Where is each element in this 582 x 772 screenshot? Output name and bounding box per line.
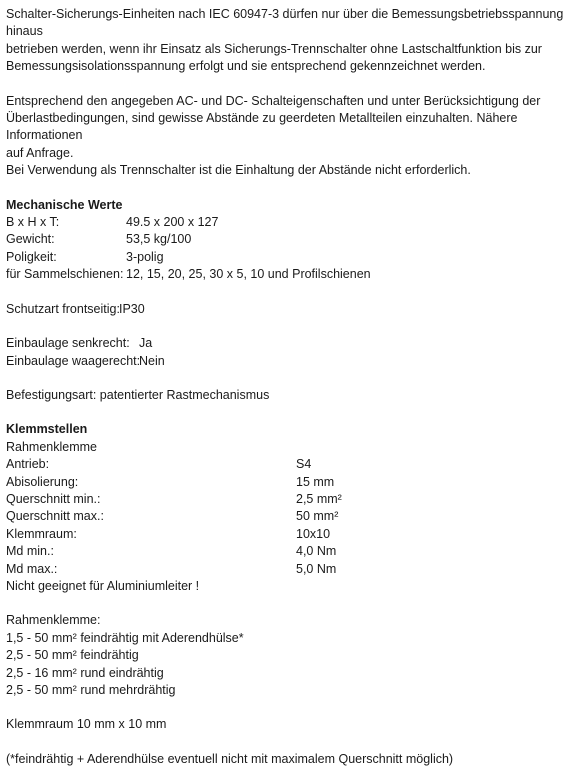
mechanical-heading: Mechanische Werte bbox=[6, 197, 123, 212]
terminal-value: 5,0 Nm bbox=[296, 561, 337, 576]
spec-value: 12, 15, 20, 25, 30 x 5, 10 und Profilschienen bbox=[126, 267, 371, 282]
spec-value: 53,5 kg/100 bbox=[126, 232, 192, 247]
terminal-label: Klemmraum: bbox=[6, 526, 77, 541]
fastening-text: Befestigungsart: patentierter Rastmechanismus bbox=[6, 387, 270, 402]
frame-clamp-heading: Rahmenklemme: bbox=[6, 613, 101, 628]
frame-clamp-line: 2,5 - 50 mm² rund mehrdrähtig bbox=[6, 683, 176, 697]
intro-line: auf Anfrage. bbox=[6, 145, 74, 160]
intro-line: Schalter-Sicherungs-Einheiten nach IEC 60947-3 dürfen nur über die Bemessungsbetriebsspannung hinaus bbox=[6, 7, 564, 39]
terminal-row bbox=[6, 561, 576, 578]
terminal-label: Md min.: bbox=[6, 544, 54, 559]
intro-line: betrieben werden, wenn ihr Einsatz als Sicherungs-Trennschalter ohne Lastschaltfunktion bis zur bbox=[6, 41, 542, 56]
intro-line: Überlastbedingungen, sind gewisse Abstände zu geerdeten Metallteilen einzuhalten. Nähere Informationen bbox=[6, 111, 518, 143]
intro-line: Entsprechend den angegeben AC- und DC- Schalteigenschaften und unter Berücksichtigung der bbox=[6, 93, 541, 108]
frame-clamp-line: 1,5 - 50 mm² feindrähtig mit Aderendhülse* bbox=[6, 630, 244, 645]
protection-label: Schutzart frontseitig: bbox=[6, 301, 120, 316]
mounting-value: Ja bbox=[139, 336, 153, 351]
spec-value: 49.5 x 200 x 127 bbox=[126, 215, 219, 230]
spec-label: B x H x T: bbox=[6, 215, 60, 230]
terminal-label: Querschnitt min.: bbox=[6, 491, 101, 506]
terminals-note: Nicht geeignet für Aluminiumleiter ! bbox=[6, 578, 200, 593]
terminal-row bbox=[6, 543, 576, 560]
mounting-row bbox=[6, 353, 576, 370]
terminal-row bbox=[6, 474, 576, 491]
terminals-heading: Klemmstellen bbox=[6, 422, 88, 437]
mounting-value: Nein bbox=[139, 353, 165, 368]
terminal-label: Querschnitt max.: bbox=[6, 509, 104, 524]
intro-line: Bemessungsisolationsspannung erfolgt und sie entsprechend gekennzeichnet werden. bbox=[6, 59, 486, 74]
mounting-label: Einbaulage senkrecht: bbox=[6, 336, 130, 351]
terminal-row bbox=[6, 508, 576, 525]
terminal-row bbox=[6, 526, 576, 543]
frame-clamp-line: 2,5 - 50 mm² feindrähtig bbox=[6, 648, 139, 663]
terminal-value: S4 bbox=[296, 457, 312, 472]
mounting-row bbox=[6, 335, 576, 352]
terminal-label: Antrieb: bbox=[6, 457, 50, 472]
terminals-subheading: Rahmenklemme bbox=[6, 439, 98, 454]
terminal-row bbox=[6, 456, 576, 473]
spec-row bbox=[6, 231, 576, 248]
frame-clamp-line: 2,5 - 16 mm² rund eindrähtig bbox=[6, 665, 164, 680]
terminal-value: 15 mm bbox=[296, 474, 335, 489]
terminal-value: 4,0 Nm bbox=[296, 544, 337, 559]
spec-row bbox=[6, 214, 576, 231]
mounting-label: Einbaulage waagerecht: bbox=[6, 353, 141, 368]
terminal-label: Md max.: bbox=[6, 561, 58, 576]
spec-label: Poligkeit: bbox=[6, 249, 57, 264]
terminal-value: 2,5 mm² bbox=[296, 491, 342, 506]
protection-value: IP30 bbox=[119, 301, 145, 316]
terminal-value: 10x10 bbox=[296, 526, 331, 541]
terminal-row bbox=[6, 491, 576, 508]
terminal-label: Abisolierung: bbox=[6, 474, 79, 489]
spec-label: für Sammelschienen: bbox=[6, 267, 124, 282]
spec-row bbox=[6, 249, 576, 266]
spec-row bbox=[6, 266, 576, 283]
spec-value: 3-polig bbox=[126, 249, 164, 264]
spec-label: Gewicht: bbox=[6, 232, 55, 247]
terminal-value: 50 mm² bbox=[296, 509, 339, 524]
intro-line: Bei Verwendung als Trennschalter ist die Einhaltung der Abstände nicht erforderlich. bbox=[6, 163, 471, 178]
clamp-space-text: Klemmraum 10 mm x 10 mm bbox=[6, 717, 167, 732]
footnote: (*feindrähtig + Aderendhülse eventuell nicht mit maximalem Querschnitt möglich) bbox=[6, 751, 454, 766]
protection-row bbox=[6, 301, 576, 318]
